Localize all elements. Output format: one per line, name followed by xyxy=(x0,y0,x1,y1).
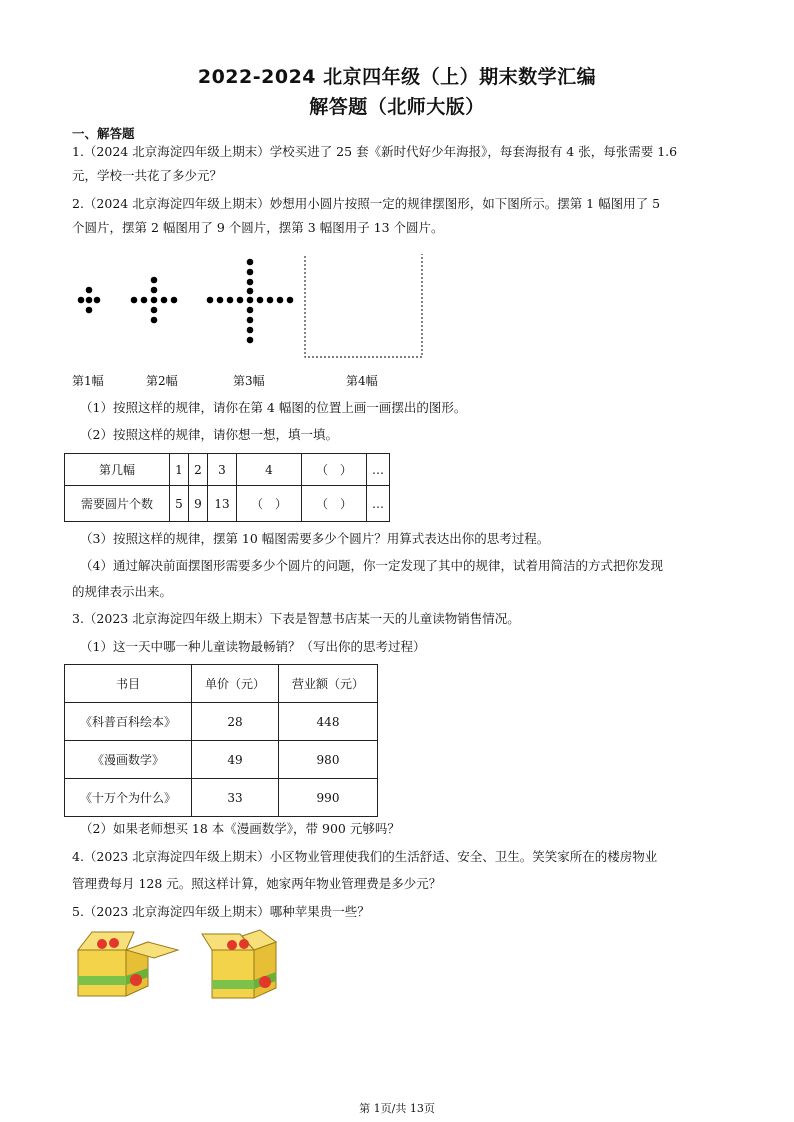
table-cell: 9 xyxy=(189,486,208,522)
q1-line2: 元，学校一共花了多少元？ xyxy=(72,168,223,183)
table-cell: （ ） xyxy=(302,454,367,486)
table-cell: 13 xyxy=(208,486,237,522)
table-row xyxy=(65,486,390,522)
q2-line1: 2.（2024 北京海淀四年级上期末）妙想用小圆片按照一定的规律摆图形，如下图所示。摆第 1 幅图用了 5 xyxy=(72,196,661,211)
page-footer: 第 1页/共 13页 xyxy=(359,1102,435,1115)
table-row xyxy=(65,665,378,703)
q4-line2: 管理费每月 128 元。照这样计算，她家两年物业管理费是多少元？ xyxy=(72,876,442,891)
q5-line1: 5.（2023 北京海淀四年级上期末）哪种苹果贵一些？ xyxy=(72,904,370,919)
table-cell: 《漫画数学》 xyxy=(65,741,192,779)
table-row xyxy=(65,703,378,741)
q2-fill-table xyxy=(64,453,390,522)
q1-line1: 1.（2024 北京海淀四年级上期末）学校买进了 25 套《新时代好少年海报》，每套海报有 4 张，每张需要 1.6 xyxy=(72,144,678,159)
q2-sub4-line2: 的规律表示出来。 xyxy=(72,584,173,599)
table-cell: 980 xyxy=(279,741,378,779)
table-cell: 2 xyxy=(189,454,208,486)
table-cell: 《十万个为什么》 xyxy=(65,779,192,817)
q2-sub4-line1: （4）通过解决前面摆图形需要多少个圆片的问题，你一定发现了其中的规律，试着用简洁的方式把你发现 xyxy=(80,558,663,573)
table-row xyxy=(65,779,378,817)
q2-sub2: （2）按照这样的规律，请你想一想，填一填。 xyxy=(80,427,338,442)
q2-line2: 个圆片，摆第 2 幅图用了 9 个圆片，摆第 3 幅图用子 13 个圆片。 xyxy=(72,220,444,235)
table-cell: … xyxy=(367,454,390,486)
document-title-line1: 2022-2024 北京四年级（上）期末数学汇编 xyxy=(197,66,597,88)
table-cell: 第几幅 xyxy=(65,454,170,486)
table-cell: 990 xyxy=(279,779,378,817)
table-cell: （ ） xyxy=(237,486,302,522)
table-cell: 5 xyxy=(170,486,189,522)
table-cell: （ ） xyxy=(302,486,367,522)
table-header-cell: 营业额（元） xyxy=(279,665,378,703)
figure-4-blank-box xyxy=(305,254,422,357)
figure-label-1: 第1幅 xyxy=(72,374,104,388)
q3-line1: 3.（2023 北京海淀四年级上期末）下表是智慧书店某一天的儿童读物销售情况。 xyxy=(72,611,520,626)
figure-3-dots xyxy=(207,259,294,344)
table-cell: … xyxy=(367,486,390,522)
table-cell: 4 xyxy=(237,454,302,486)
q4-line1: 4.（2023 北京海淀四年级上期末）小区物业管理使我们的生活舒适、安全、卫生。笑笑家所在的楼房物业 xyxy=(72,849,658,864)
table-cell: 1 xyxy=(170,454,189,486)
apple-boxes-illustration xyxy=(72,928,292,1004)
figure-label-3: 第3幅 xyxy=(233,374,265,388)
table-cell: 33 xyxy=(192,779,279,817)
figure-2-dots xyxy=(131,277,178,324)
table-cell: 《科普百科绘本》 xyxy=(65,703,192,741)
figure-1-dots xyxy=(78,287,101,314)
table-header-cell: 书目 xyxy=(65,665,192,703)
table-cell: 3 xyxy=(208,454,237,486)
table-cell: 需要圆片个数 xyxy=(65,486,170,522)
q2-sub1: （1）按照这样的规律，请你在第 4 幅图的位置上画一画摆出的图形。 xyxy=(80,400,467,415)
table-cell: 448 xyxy=(279,703,378,741)
table-cell: 49 xyxy=(192,741,279,779)
section-heading: 一、解答题 xyxy=(72,126,135,141)
dot-pattern-figures xyxy=(72,254,432,364)
figure-label-2: 第2幅 xyxy=(146,374,178,388)
q3-sub1: （1）这一天中哪一种儿童读物最畅销？（写出你的思考过程） xyxy=(80,639,426,654)
figure-label-4: 第4幅 xyxy=(346,374,378,388)
table-cell: 28 xyxy=(192,703,279,741)
table-row xyxy=(65,454,390,486)
table-header-cell: 单价（元） xyxy=(192,665,279,703)
apple-box-2-icon xyxy=(202,930,276,998)
apple-box-1-icon xyxy=(78,932,178,996)
q3-sales-table xyxy=(64,664,378,817)
document-title-line2: 解答题（北师大版） xyxy=(309,96,485,118)
table-row xyxy=(65,741,378,779)
q3-sub2: （2）如果老师想买 18 本《漫画数学》，带 900 元够吗？ xyxy=(80,821,400,836)
q2-sub3: （3）按照这样的规律，摆第 10 幅图需要多少个圆片？用算式表达出你的思考过程。 xyxy=(80,531,550,546)
